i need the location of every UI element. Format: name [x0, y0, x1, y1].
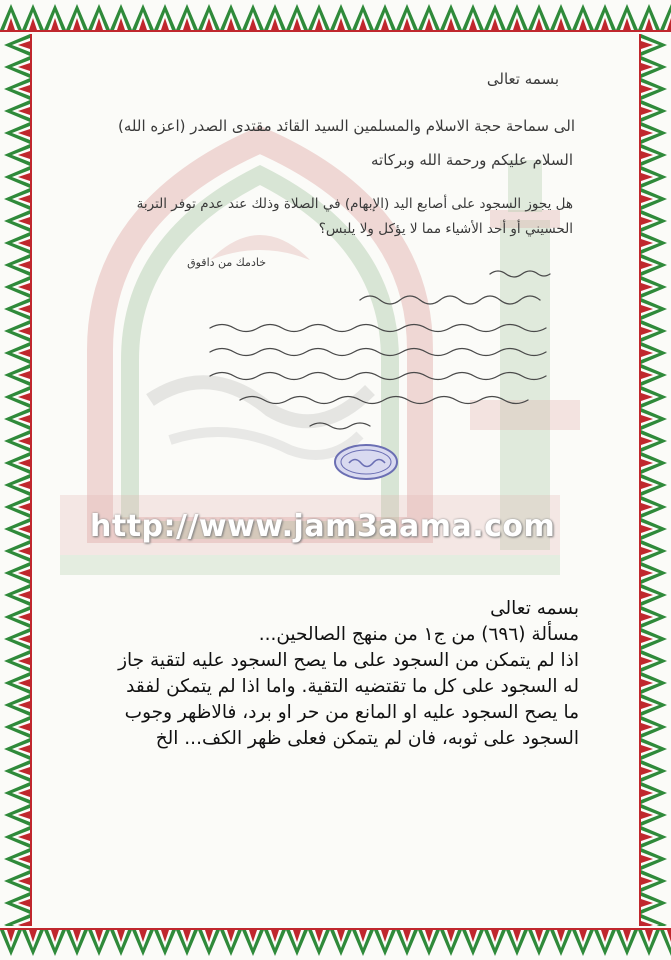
- transcript-line: ما يصح السجود عليه او المانع من حر او برد، فالاظهر وجوب: [124, 702, 579, 723]
- reply-transcript: [59, 596, 579, 752]
- office-seal-icon: [333, 443, 399, 481]
- handwritten-reply: [110, 260, 580, 460]
- decorative-border-bottom: [0, 926, 671, 960]
- letter-sender: خادمك من داقوق: [187, 256, 266, 269]
- transcript-line: السجود على ثوبه، فان لم يتمكن فعلى ظهر الكف... الخ: [155, 728, 579, 749]
- decorative-border-right: [637, 34, 671, 926]
- decorative-border-left: [0, 34, 34, 926]
- letter-question-line: هل يجوز السجود على أصابع اليد (الإبهام) في الصلاة وذلك عند عدم توفر التربة: [136, 196, 573, 212]
- transcript-line: له السجود على كل ما تقتضيه التقية. واما اذا لم يتمكن لفقد: [126, 676, 579, 697]
- watermark-url: http://www.jam3aama.com: [90, 509, 556, 544]
- letter-question-line: الحسيني أو أحد الأشياء مما لا يؤكل ولا يلبس؟: [318, 221, 573, 237]
- decorative-border-top: [0, 0, 671, 34]
- transcript-line: اذا لم يتمكن من السجود على ما يصح السجود عليه لتقية جاز: [118, 650, 579, 671]
- letter-address: الى سماحة حجة الاسلام والمسلمين السيد القائد مقتدى الصدر (اعزه الله): [118, 117, 575, 135]
- letter-salam: السلام عليكم ورحمة الله وبركاته: [371, 151, 573, 169]
- transcript-line: بسمه تعالى: [490, 598, 579, 619]
- letter-question: [113, 192, 573, 242]
- letter-greeting: بسمه تعالى: [486, 70, 559, 88]
- transcript-line: مسألة (٦٩٦) من ج١ من منهج الصالحين...: [258, 624, 579, 645]
